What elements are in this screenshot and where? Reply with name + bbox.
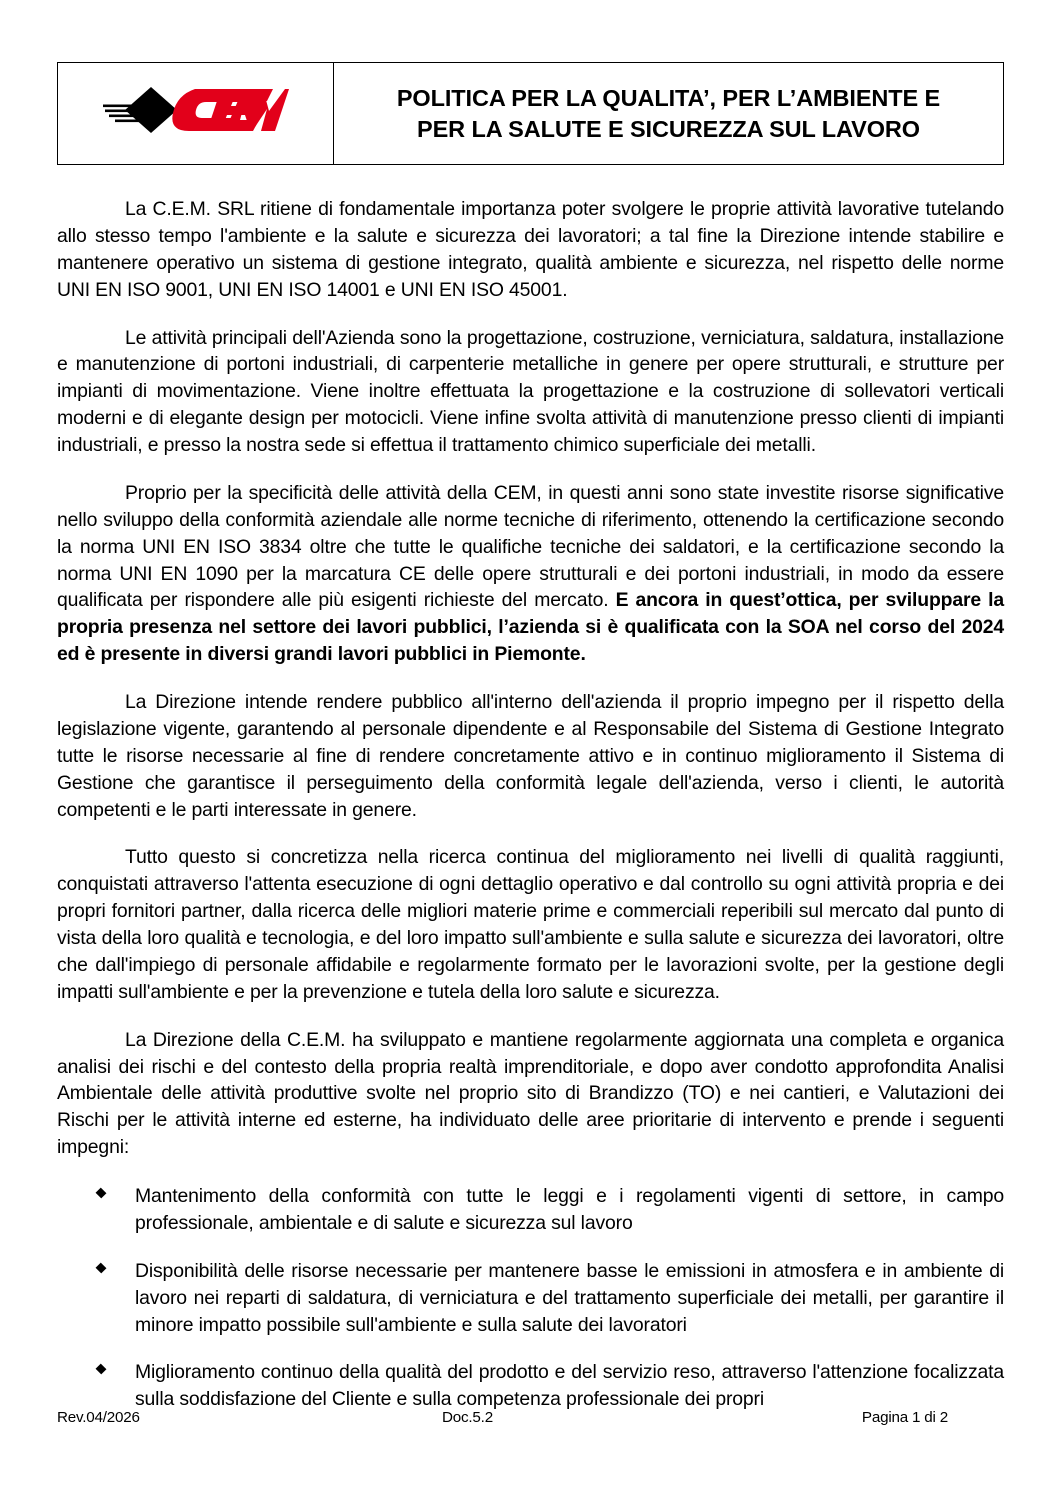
header-title-cell: [334, 63, 1003, 164]
header-logo-cell: [58, 63, 334, 164]
paragraph-1-run-1: La C.E.M. SRL ritiene di fondamentale importanza poter svolgere le proprie attività lavorative tutelando allo stesso tempo l'ambiente e la salute e sicurezza dei lavoratori; a tal fine la Direzione intende stabilire e mantenere operativo un sistema di gestione integrato, qualità ambiente e sicurezza, nel rispetto delle norme UNI EN ISO 9001, UNI EN ISO 14001 e UNI EN ISO 45001.: [57, 198, 1004, 301]
footer-doc-code: Doc.5.2: [442, 1409, 493, 1426]
paragraph-4: [57, 689, 1004, 823]
document-body: [57, 196, 1004, 1434]
page-title-line-1: POLITICA PER LA QUALITA’, PER L’AMBIENTE E: [396, 85, 941, 112]
paragraph-6: [57, 1027, 1004, 1161]
document-footer: [57, 1409, 1004, 1431]
footer-revision: Rev.04/2026: [57, 1409, 140, 1426]
paragraph-1: [57, 196, 1004, 304]
list-item-text: Disponibilità delle risorse necessarie per mantenere basse le emissioni in atmosfera e in ambiente di lavoro nei reparti di saldatura, di verniciatura e del trattamento superficiale dei metalli, per garantire il minore impatto possibile sull'ambiente e sulla salute dei lavoratori: [135, 1259, 1004, 1336]
paragraph-3: [57, 480, 1004, 668]
paragraph-2-run-1: Le attività principali dell'Azienda sono la progettazione, costruzione, verniciatura, saldatura, installazione e manutenzione di portoni industriali, di carpenterie metalliche in genere per opere strutturali, e strutture per impianti di movimentazione. Viene inoltre effettuata la progettazione e la costruzione di sollevatori verticali moderni e di elegante design per motocicli. Viene infine svolta attività di manutenzione presso clienti di impianti industriali, e presso la nostra sede si effettua il trattamento chimico superficiale dei metalli.: [57, 326, 1004, 456]
list-item-text: Miglioramento continuo della qualità del prodotto e del servizio reso, attraverso l'attenzione focalizzata sulla soddisfazione del Cliente e sulla competenza professionale dei propri: [135, 1361, 1004, 1411]
document-header-table: [57, 62, 1004, 165]
paragraph-2: [57, 325, 1004, 459]
paragraph-3-run-2-bold: E ancora in quest’ottica, per sviluppare la propria presenza nel settore dei lavori pubblici, l’azienda si è qualificata con la SOA nel corso del 2024 ed è presente in diversi grandi lavori pubblici in Piemonte.: [57, 589, 1004, 666]
diamond-bullet-icon: [96, 1262, 107, 1273]
list-item: [57, 1258, 1004, 1339]
paragraph-3-run-1: Proprio per la specificità delle attività della CEM, in questi anni sono state investite risorse significative nello sviluppo della conformità aziendale alle norme tecniche di riferimento, ottenendo la certificazione secondo la norma UNI EN ISO 3834 oltre che tutte le qualifiche tecniche dei saldatori, e la certificazione secondo la norma UNI EN 1090 per la marcatura CE delle opere strutturali e dei portoni industriali, in modo da essere qualificata per rispondere alle più esigenti richieste del mercato.: [57, 481, 1004, 612]
paragraph-4-run-1: La Direzione intende rendere pubblico all'interno dell'azienda il proprio impegno per il rispetto della legislazione vigente, garantendo al personale dipendente e al Responsabile del Sistema di Gestione Integrato tutte le risorse necessarie al fine di rendere concretamente attivo e in continuo miglioramento il Sistema di Gestione che garantisce il perseguimento della conformità legale dell'azienda, verso i clienti, le autorità competenti e le parti interessate in genere.: [57, 691, 1004, 821]
paragraph-5-run-1: Tutto questo si concretizza nella ricerca continua del miglioramento nei livelli di qualità raggiunti, conquistati attraverso l'attenta esecuzione di ogni dettaglio operativo e dal controllo su ogni attività propria e dei propri fornitori partner, dalla ricerca delle migliori materie prime e commerciali reperibili sul mercato dal punto di vista della loro qualità e tecnologia, e del loro impatto sull'ambiente e sulla salute e sicurezza dei lavoratori, oltre che dall'impiego di personale affidabile e regolarmente formato per le lavorazioni svolte, per la gestione degli impatti sull'ambiente e per la prevenzione e tutela della loro salute e sicurezza.: [57, 846, 1004, 1003]
diamond-bullet-icon: [96, 1364, 107, 1375]
list-item: [57, 1359, 1004, 1413]
cem-logo: [103, 83, 289, 145]
footer-page-label: Pagina 1 di 2: [861, 1409, 948, 1426]
paragraph-5: [57, 844, 1004, 1005]
commitments-list: [57, 1183, 1004, 1413]
diamond-bullet-icon: [96, 1187, 107, 1198]
page-title-line-2: PER LA SALUTE E SICUREZZA SUL LAVORO: [417, 115, 920, 142]
paragraph-6-run-1: La Direzione della C.E.M. ha sviluppato e mantiene regolarmente aggiornata una completa e organica analisi dei rischi e del contesto della propria realtà imprenditoriale, e dopo aver condotto approfondita Analisi Ambientale delle attività produttive svolte nel proprio sito di Brandizzo (TO) e nei cantieri, e Valutazioni dei Rischi per le attività interne ed esterne, ha individuato delle aree prioritarie di intervento e prende i seguenti impegni:: [57, 1028, 1004, 1159]
list-item-text: Mantenimento della conformità con tutte le leggi e i regolamenti vigenti di settore, in campo professionale, ambientale e di salute e sicurezza sul lavoro: [135, 1185, 1004, 1234]
list-item: [57, 1183, 1004, 1237]
